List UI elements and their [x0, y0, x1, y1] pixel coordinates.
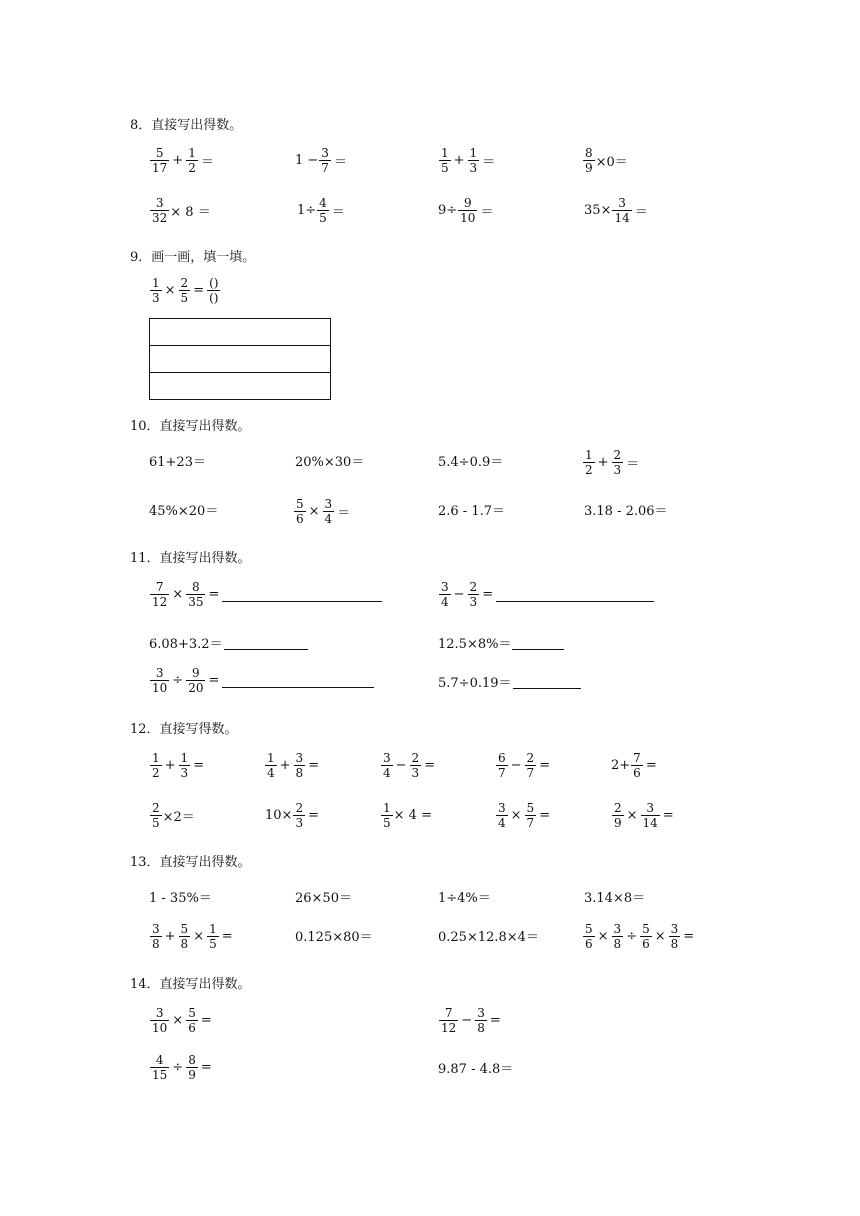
q8-item-5: $\frac{3}{32}$ × 8 ＝: [152, 196, 211, 225]
q8-item-4: $\frac{8}{9}$ ×0＝: [585, 146, 628, 175]
q10-title: 10．直接写出得数。: [130, 419, 251, 434]
q13-item-3: 1÷4%＝: [438, 891, 491, 906]
q13-item-2: 26×50＝: [295, 891, 352, 906]
q10-item-6: $\frac{5}{6}$ × $\frac{3}{4}$ ＝: [296, 497, 351, 526]
q12-item-2: $\frac{1}{4}$ + $\frac{3}{8}$ =: [267, 751, 320, 780]
q12-item-3: $\frac{3}{4}$ − $\frac{2}{3}$ =: [383, 751, 436, 780]
q10-item-5: 45%×20＝: [149, 504, 219, 519]
q10-item-8: 3.18 - 2.06＝: [584, 504, 668, 519]
q14-item-3: $\frac{4}{15}$ ÷ $\frac{8}{9}$ =: [152, 1053, 212, 1082]
drawing-grid: [149, 318, 331, 400]
q12-item-9: $\frac{3}{4}$ × $\frac{5}{7}$ =: [498, 801, 551, 830]
q13-item-6: 0.125×80＝: [295, 930, 373, 945]
q8-item-1: $\frac{5}{17}$ + $\frac{1}{2}$ ＝: [152, 146, 214, 175]
q11-item-6: 5.7÷0.19＝: [438, 672, 581, 691]
answer-blank[interactable]: [222, 673, 374, 688]
answer-blank[interactable]: [222, 587, 382, 602]
q8-item-7: 9÷ $\frac{9}{10}$ ＝: [438, 196, 494, 225]
q8-title: 8．直接写出得数。: [130, 118, 243, 133]
grid-row: [150, 346, 330, 373]
q13-title: 13．直接写出得数。: [130, 855, 251, 870]
q12-item-7: 10× $\frac{2}{3}$ =: [265, 801, 319, 830]
grid-row: [150, 319, 330, 346]
q11-item-1: $\frac{7}{12}$ × $\frac{8}{35}$ =: [149, 580, 382, 609]
q13-item-4: 3.14×8＝: [584, 891, 646, 906]
q8-item-2: 1 − $\frac{3}{7}$ ＝: [295, 146, 347, 175]
answer-blank[interactable]: [513, 674, 581, 689]
answer-blank[interactable]: [224, 635, 308, 650]
q11-item-3: 6.08+3.2＝: [149, 633, 308, 652]
q10-item-7: 2.6 - 1.7＝: [438, 504, 506, 519]
q9-equation: $\frac{1}{3}$ × $\frac{2}{5}$ = $\frac{()}{()}$: [152, 276, 219, 305]
answer-blank[interactable]: [496, 587, 654, 602]
q8-item-6: 1÷ $\frac{4}{5}$ ＝: [297, 196, 345, 225]
q8-item-8: 35× $\frac{3}{14}$ ＝: [584, 196, 648, 225]
q11-item-4: 12.5×8%＝: [438, 633, 564, 652]
q12-item-5: 2+ $\frac{7}{6}$ =: [611, 751, 657, 780]
q11-item-2: $\frac{3}{4}$ − $\frac{2}{3}$ =: [438, 580, 654, 609]
answer-blank[interactable]: [512, 635, 564, 650]
q12-item-8: $\frac{1}{5}$ × 4 =: [383, 801, 432, 830]
q10-item-1: 61+23＝: [149, 455, 206, 470]
q12-item-10: $\frac{2}{9}$ × $\frac{3}{14}$ =: [614, 801, 674, 830]
q12-item-6: $\frac{2}{5}$ ×2＝: [152, 801, 195, 830]
q13-item-5: $\frac{3}{8}$ + $\frac{5}{8}$ × $\frac{1}{5}$ =: [152, 922, 233, 951]
q11-item-5: $\frac{3}{10}$ ÷ $\frac{9}{20}$ =: [149, 666, 374, 695]
q12-item-1: $\frac{1}{2}$ + $\frac{1}{3}$ =: [152, 751, 205, 780]
q10-item-4: $\frac{1}{2}$ + $\frac{2}{3}$ ＝: [585, 448, 640, 477]
q12-title: 12．直接写得数。: [130, 722, 238, 737]
q13-item-7: 0.25×12.8×4＝: [438, 930, 539, 945]
q13-item-8: $\frac{5}{6}$ × $\frac{3}{8}$ ÷ $\frac{5}{6}$ × $\frac{3}{8}$ =: [585, 922, 695, 951]
q14-item-1: $\frac{3}{10}$ × $\frac{5}{6}$ =: [152, 1006, 212, 1035]
q11-title: 11．直接写出得数。: [130, 551, 251, 566]
q8-item-3: $\frac{1}{5}$ + $\frac{1}{3}$ ＝: [441, 146, 496, 175]
q14-item-4: 9.87 - 4.8＝: [438, 1062, 514, 1077]
grid-row: [150, 373, 330, 399]
q9-title: 9．画一画，填一填。: [130, 250, 256, 265]
q12-item-4: $\frac{6}{7}$ − $\frac{2}{7}$ =: [498, 751, 551, 780]
q13-item-1: 1 - 35%＝: [149, 891, 212, 906]
q10-item-2: 20%×30＝: [295, 455, 365, 470]
q14-item-2: $\frac{7}{12}$ − $\frac{3}{8}$ =: [441, 1006, 501, 1035]
q14-title: 14．直接写出得数。: [130, 977, 251, 992]
q10-item-3: 5.4÷0.9＝: [438, 455, 504, 470]
